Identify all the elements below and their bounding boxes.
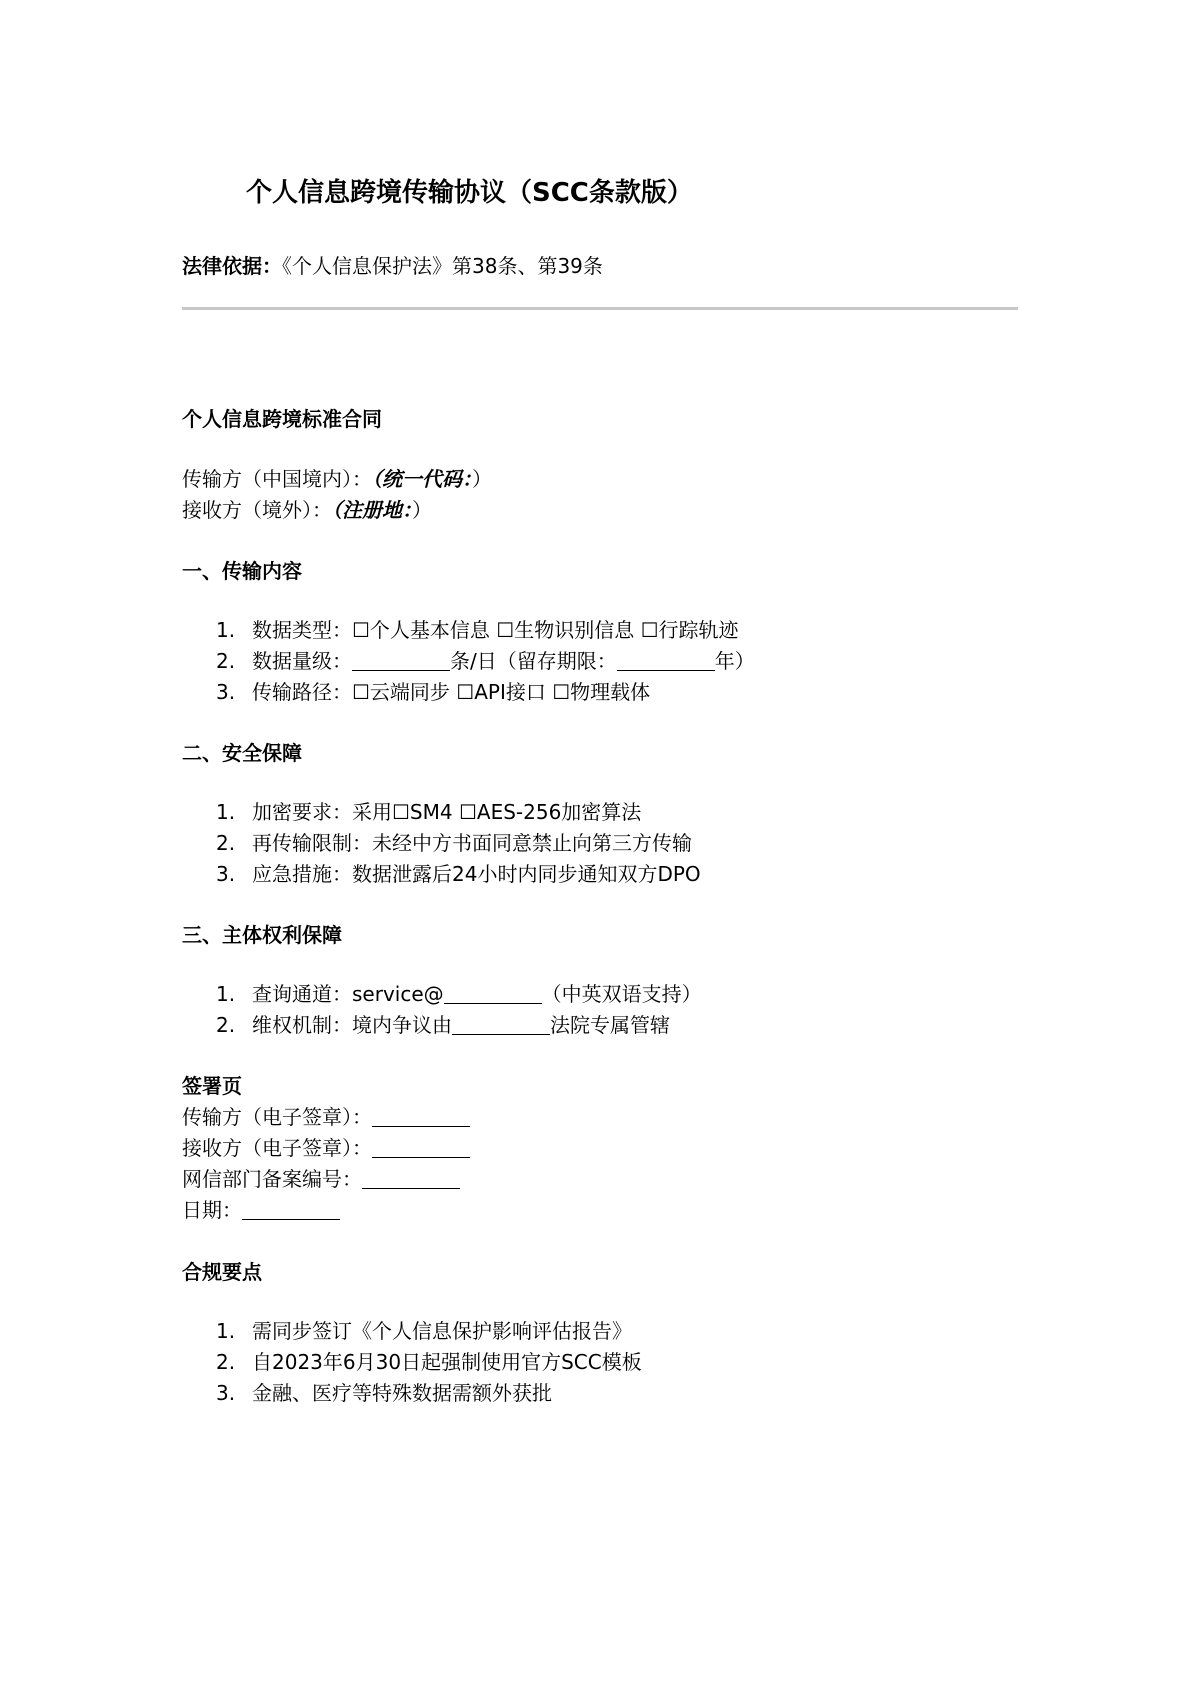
item-number: 3. <box>216 1381 236 1405</box>
recipient-close: ） <box>412 498 432 522</box>
blank-field[interactable] <box>242 1199 340 1220</box>
item-text: （中英双语支持） <box>541 982 702 1006</box>
section1-heading: 一、传输内容 <box>182 559 302 583</box>
sig-filing-no <box>182 1163 460 1192</box>
sig-filing-label: 网信部门备案编号： <box>182 1167 362 1191</box>
item-text: 年） <box>714 649 755 673</box>
divider <box>182 307 1018 310</box>
item-number: 3. <box>216 680 236 704</box>
sig-date-label: 日期： <box>182 1198 242 1222</box>
signature-heading: 签署页 <box>182 1074 242 1098</box>
document-title: 个人信息跨境传输协议（SCC条款版） <box>246 178 693 208</box>
item-text: 再传输限制：未经中方书面同意禁止向第三方传输 <box>252 831 692 855</box>
section2-heading: 二、安全保障 <box>182 741 302 765</box>
compliance-item-3 <box>216 1377 552 1406</box>
section1-item-2 <box>216 645 755 674</box>
item-number: 2. <box>216 831 236 855</box>
transferor-line <box>182 463 492 492</box>
legal-basis <box>182 250 603 279</box>
sig-transferor <box>182 1101 470 1130</box>
recipient-note: （注册地： <box>332 498 412 522</box>
item-text: 法院专属管辖 <box>550 1013 670 1037</box>
item-number: 2. <box>216 1013 236 1037</box>
item-number: 1. <box>216 1319 236 1343</box>
item-text: 传输路径：☐云端同步 ☐API接口 ☐物理载体 <box>252 680 651 704</box>
section2-item-3 <box>216 858 701 887</box>
item-text: 条/日（留存期限： <box>450 649 617 673</box>
item-number: 1. <box>216 982 236 1006</box>
item-text: 金融、医疗等特殊数据需额外获批 <box>252 1381 552 1405</box>
item-text: 应急措施：数据泄露后24小时内同步通知双方DPO <box>252 862 701 886</box>
blank-field[interactable] <box>452 1014 550 1035</box>
item-number: 1. <box>216 800 236 824</box>
blank-field[interactable] <box>444 983 542 1004</box>
transferor-note: （统一代码： <box>372 467 472 491</box>
recipient-label: 接收方（境外）： <box>182 498 332 522</box>
item-text: 数据量级： <box>252 649 352 673</box>
section3-item-2 <box>216 1009 670 1038</box>
item-number: 3. <box>216 862 236 886</box>
section1-item-1 <box>216 614 739 643</box>
legal-basis-label: 法律依据： <box>182 254 282 278</box>
compliance-item-2 <box>216 1346 642 1375</box>
item-text: 自2023年6月30日起强制使用官方SCC模板 <box>252 1350 642 1374</box>
section3-item-1 <box>216 978 702 1007</box>
legal-basis-text: 《个人信息保护法》第38条、第39条 <box>282 254 603 278</box>
item-text: 维权机制：境内争议由 <box>252 1013 452 1037</box>
blank-field[interactable] <box>362 1168 460 1189</box>
compliance-item-1 <box>216 1315 632 1344</box>
sig-transferor-label: 传输方（电子签章）： <box>182 1105 372 1129</box>
item-text: 查询通道：service@ <box>252 982 444 1006</box>
item-number: 1. <box>216 618 236 642</box>
item-number: 2. <box>216 1350 236 1374</box>
section2-item-2 <box>216 827 692 856</box>
compliance-heading: 合规要点 <box>182 1260 262 1284</box>
section1-item-3 <box>216 676 650 705</box>
blank-field[interactable] <box>352 650 450 671</box>
item-text: 加密要求：采用☐SM4 ☐AES-256加密算法 <box>252 800 642 824</box>
section2-item-1 <box>216 796 641 825</box>
item-number: 2. <box>216 649 236 673</box>
item-text: 数据类型：☐个人基本信息 ☐生物识别信息 ☐行踪轨迹 <box>252 618 739 642</box>
sig-recipient <box>182 1132 470 1161</box>
transferor-close: ） <box>472 467 492 491</box>
item-text: 需同步签订《个人信息保护影响评估报告》 <box>252 1319 632 1343</box>
blank-field[interactable] <box>617 650 715 671</box>
blank-field[interactable] <box>372 1137 470 1158</box>
transferor-label: 传输方（中国境内）： <box>182 467 372 491</box>
sig-recipient-label: 接收方（电子签章）： <box>182 1136 372 1160</box>
blank-field[interactable] <box>372 1106 470 1127</box>
recipient-line <box>182 494 432 523</box>
section3-heading: 三、主体权利保障 <box>182 923 342 947</box>
contract-heading: 个人信息跨境标准合同 <box>182 407 382 431</box>
sig-date <box>182 1194 340 1223</box>
